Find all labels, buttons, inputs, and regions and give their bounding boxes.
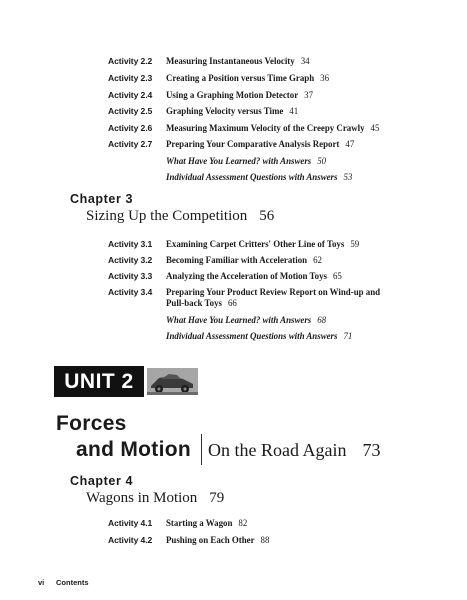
page-number: 41 (289, 106, 299, 116)
activity-title-continued[interactable]: Pull-back Toys 66 (166, 298, 237, 308)
activity-label: Activity 3.1 (108, 239, 153, 249)
footer-page-number: vi (38, 578, 45, 587)
activity-label: Activity 3.4 (108, 287, 153, 297)
unit-title-line2: and Motion (76, 438, 191, 461)
page-number: 50 (317, 156, 327, 166)
page-number: 47 (345, 139, 355, 149)
page-number: 37 (304, 90, 314, 100)
activity-title[interactable]: Preparing Your Product Review Report on Wind-up and (166, 287, 381, 297)
activity-title[interactable]: Becoming Familiar with Acceleration 62 (166, 255, 322, 265)
page-number: 34 (300, 56, 310, 66)
activity-label: Activity 2.2 (108, 56, 153, 66)
page-number: 59 (350, 239, 360, 249)
activity-title[interactable]: Graphing Velocity versus Time 41 (166, 106, 299, 116)
footer-section: Contents (56, 578, 89, 587)
activity-label: Activity 4.1 (108, 518, 153, 528)
chapter-label: Chapter 3 (70, 192, 134, 206)
activity-label: Activity 3.3 (108, 271, 153, 281)
chapter-label: Chapter 4 (70, 474, 134, 488)
activity-title[interactable]: Creating a Position versus Time Graph 36 (166, 73, 330, 83)
activity-title[interactable]: Measuring Maximum Velocity of the Creepy Crawly 45 (166, 123, 380, 133)
activity-title[interactable]: What Have You Learned? with Answers 68 (166, 315, 327, 325)
activity-label: Activity 4.2 (108, 535, 153, 545)
page-number: 65 (332, 271, 342, 281)
activity-title[interactable]: Preparing Your Comparative Analysis Report 47 (166, 139, 355, 149)
page-number: 73 (362, 440, 381, 460)
page-number: 53 (343, 172, 353, 182)
page-number: 79 (209, 490, 225, 506)
unit-title-line1: Forces (56, 412, 127, 435)
activity-title[interactable]: Examining Carpet Critters' Other Line of Toys 59 (166, 239, 360, 249)
activity-title[interactable]: Using a Graphing Motion Detector 37 (166, 90, 314, 100)
activity-title[interactable]: Individual Assessment Questions with Answers 53 (166, 172, 353, 182)
activity-title[interactable]: Measuring Instantaneous Velocity 34 (166, 56, 310, 66)
activity-label: Activity 3.2 (108, 255, 153, 265)
page-number: 66 (227, 298, 237, 308)
page-number: 68 (317, 315, 327, 325)
activity-title[interactable]: Analyzing the Acceleration of Motion Toys 65 (166, 271, 342, 281)
page-number: 82 (238, 518, 248, 528)
activity-label: Activity 2.4 (108, 90, 153, 100)
page-number: 88 (260, 535, 270, 545)
chapter-title[interactable]: Sizing Up the Competition 56 (86, 208, 275, 224)
page-number: 45 (370, 123, 380, 133)
activity-title[interactable]: Individual Assessment Questions with Answers 71 (166, 331, 353, 341)
page-number: 62 (313, 255, 322, 265)
chapter-title[interactable]: Wagons in Motion 79 (86, 490, 225, 506)
unit-photo (147, 368, 198, 395)
unit-label: UNIT 2 (54, 366, 144, 397)
activity-label: Activity 2.3 (108, 73, 153, 83)
toy-vehicle-image (147, 368, 198, 395)
activity-title[interactable]: Pushing on Each Other 88 (166, 535, 270, 545)
title-divider (201, 434, 202, 465)
unit-subtitle[interactable]: On the Road Again 73 (208, 440, 381, 460)
activity-label: Activity 2.6 (108, 123, 153, 133)
page-number: 71 (343, 331, 353, 341)
page-number: 36 (320, 73, 330, 83)
activity-label: Activity 2.5 (108, 106, 153, 116)
activity-label: Activity 2.7 (108, 139, 153, 149)
activity-title[interactable]: What Have You Learned? with Answers 50 (166, 156, 327, 166)
activity-title[interactable]: Starting a Wagon 82 (166, 518, 248, 528)
page-number: 56 (259, 208, 275, 224)
